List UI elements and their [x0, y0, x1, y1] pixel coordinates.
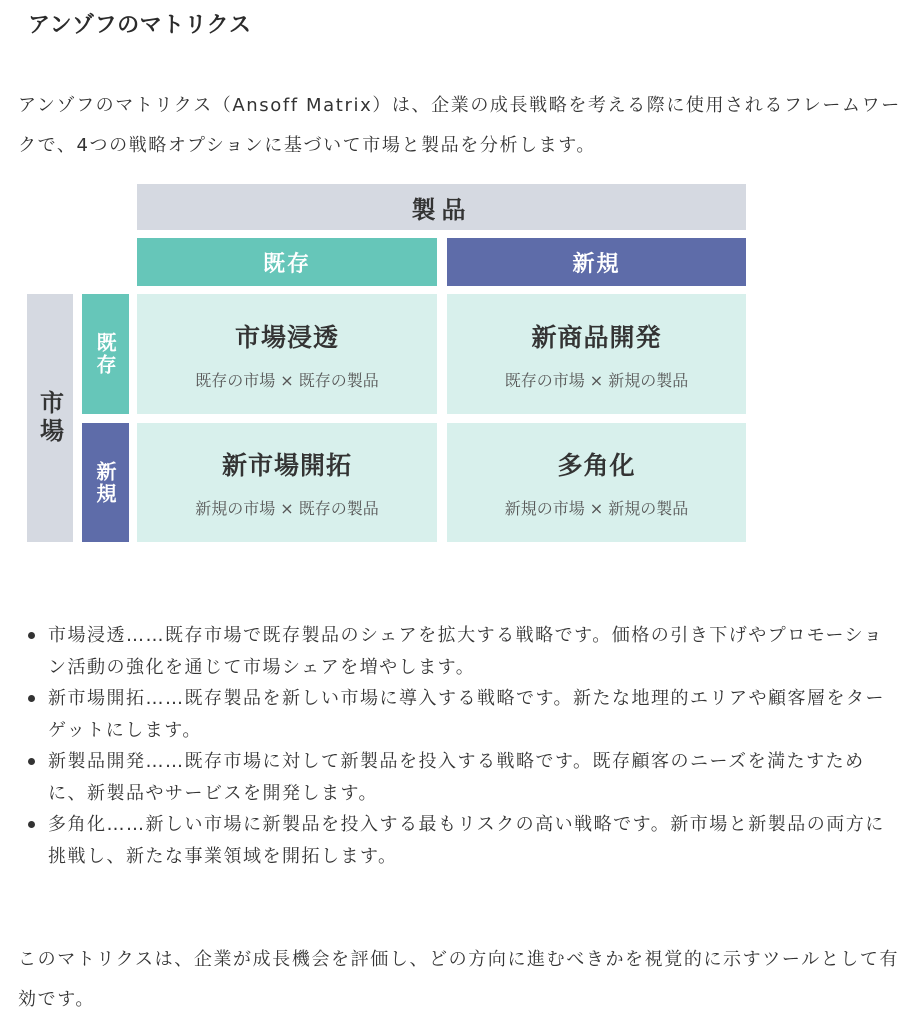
- quadrant-market-development: [137, 423, 437, 542]
- quadrant-description: 新規の市場 × 既存の製品: [195, 499, 379, 518]
- quadrant-diversification: [447, 423, 746, 542]
- intro-paragraph: アンゾフのマトリクス（Ansoff Matrix）は、企業の成長戦略を考える際に使用されるフレームワークで、4つの戦略オプションに基づいて市場と製品を分析します。: [18, 95, 901, 156]
- quadrant-title: 新商品開発: [531, 322, 662, 352]
- quadrant-title: 多角化: [557, 451, 636, 480]
- quadrant-description: 既存の市場 × 新規の製品: [504, 370, 689, 390]
- quadrant-description: 既存の市場 × 既存の製品: [195, 370, 379, 390]
- product-existing-header: 既存: [137, 238, 437, 286]
- quadrant-title: 新市場開拓: [221, 451, 352, 480]
- product-new-header: 新規: [447, 238, 746, 286]
- closing-paragraph: このマトリクスは、企業が成長機会を評価し、どの方向に進むべきかを視覚的に示すツールとして有効です。: [18, 949, 900, 1010]
- page-title: アンゾフのマトリクス: [28, 13, 252, 38]
- list-item: 多角化……新しい市場に新製品を投入する最もリスクの高い戦略です。新市場と新製品の両方に挑戦し、新たな事業領域を開拓します。: [22, 809, 902, 872]
- quadrant-product-development: [447, 294, 746, 414]
- product-axis-header: 製品: [137, 184, 746, 230]
- market-new-header: 新規: [82, 423, 129, 542]
- quadrant-market-penetration: [137, 294, 437, 414]
- list-item: 新市場開拓……既存製品を新しい市場に導入する戦略です。新たな地理的エリアや顧客層をターゲットにします。: [22, 683, 902, 746]
- list-item: 市場浸透……既存市場で既存製品のシェアを拡大する戦略です。価格の引き下げやプロモーション活動の強化を通じて市場シェアを増やします。: [22, 620, 902, 683]
- market-existing-header: 既存: [82, 294, 129, 414]
- list-item: 新製品開発……既存市場に対して新製品を投入する戦略です。既存顧客のニーズを満たすために、新製品やサービスを開発します。: [22, 746, 902, 809]
- quadrant-title: 市場浸透: [234, 322, 339, 352]
- strategy-list: [22, 620, 902, 872]
- market-axis-header: 市場: [27, 294, 73, 542]
- quadrant-description: 新規の市場 × 新規の製品: [504, 499, 689, 518]
